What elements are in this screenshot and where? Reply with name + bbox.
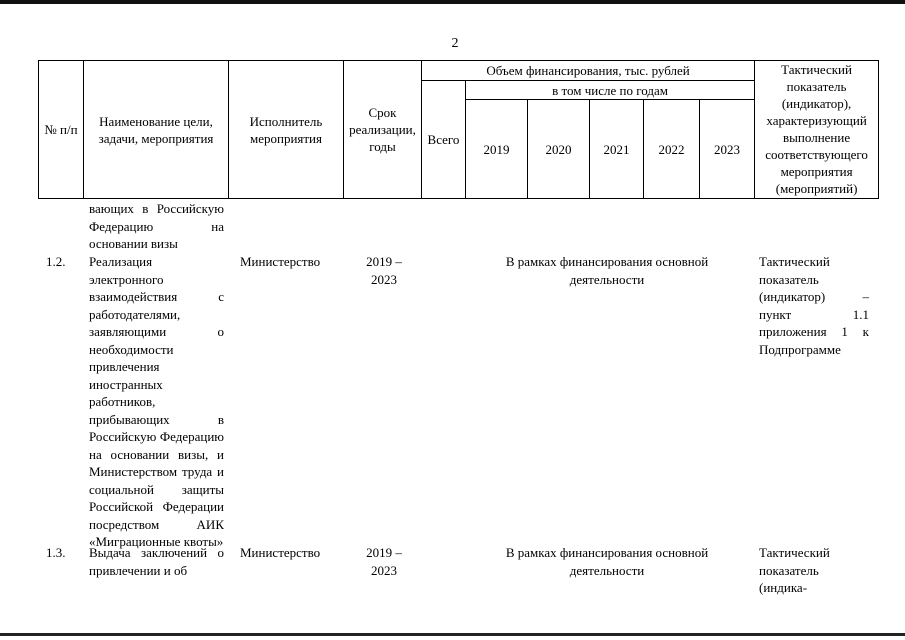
header-executor: Исполнитель мероприятия (229, 61, 344, 199)
row-term: 2019 – 2023 (366, 545, 402, 578)
row-financing: В рамках финансирования основной деятельности (505, 254, 709, 287)
scan-border-bottom (0, 633, 905, 636)
header-financing: Объем финансирования, тыс. рублей (422, 61, 755, 81)
header-year: 2020 (528, 100, 590, 199)
header-name: Наименование цели, задачи, мероприятия (84, 61, 229, 199)
header-by-years: в том числе по годам (466, 81, 755, 100)
row-executor: Министерство (240, 545, 321, 560)
row-indicator: Тактический показатель (индика- (759, 545, 830, 595)
row-executor: Министерство (240, 254, 321, 269)
table-header (38, 60, 879, 199)
row-indicator: Тактический показатель (индикатор) – пункт 1.1 приложения 1 к Подпрограмме (759, 254, 869, 357)
scan-border-top (0, 0, 905, 4)
page-number: 2 (451, 36, 459, 51)
header-num: № п/п (39, 61, 84, 199)
row-name: Выдача заключений о привлечении и об (89, 545, 224, 578)
continuation-text: вающих в Российскую Федерацию на основании визы (89, 201, 224, 251)
row-term: 2019 – 2023 (366, 254, 402, 287)
header-year: 2019 (466, 100, 528, 199)
header-term: Срок реализации, годы (344, 61, 422, 199)
row-financing: В рамках финансирования основной деятельности (505, 545, 709, 578)
header-year: 2021 (590, 100, 644, 199)
header-year: 2022 (644, 100, 700, 199)
header-year: 2023 (700, 100, 755, 199)
row-number: 1.3. (46, 545, 66, 560)
header-total: Всего (422, 81, 466, 199)
header-indicator: Тактический показатель (индикатор), характеризующий выполнение соответствующего мероприятия (мероприятий) (755, 61, 879, 199)
row-name: Реализация электронного взаимодействия с работодателями, заявляющими о необходимости привлечения иностранных работников, прибывающих в Российскую Федерацию на основании визы, и Министерством труда и социальной защиты Российской Федерации посредством АИК «Миграционные квоты» (89, 254, 224, 549)
row-number: 1.2. (46, 254, 66, 269)
